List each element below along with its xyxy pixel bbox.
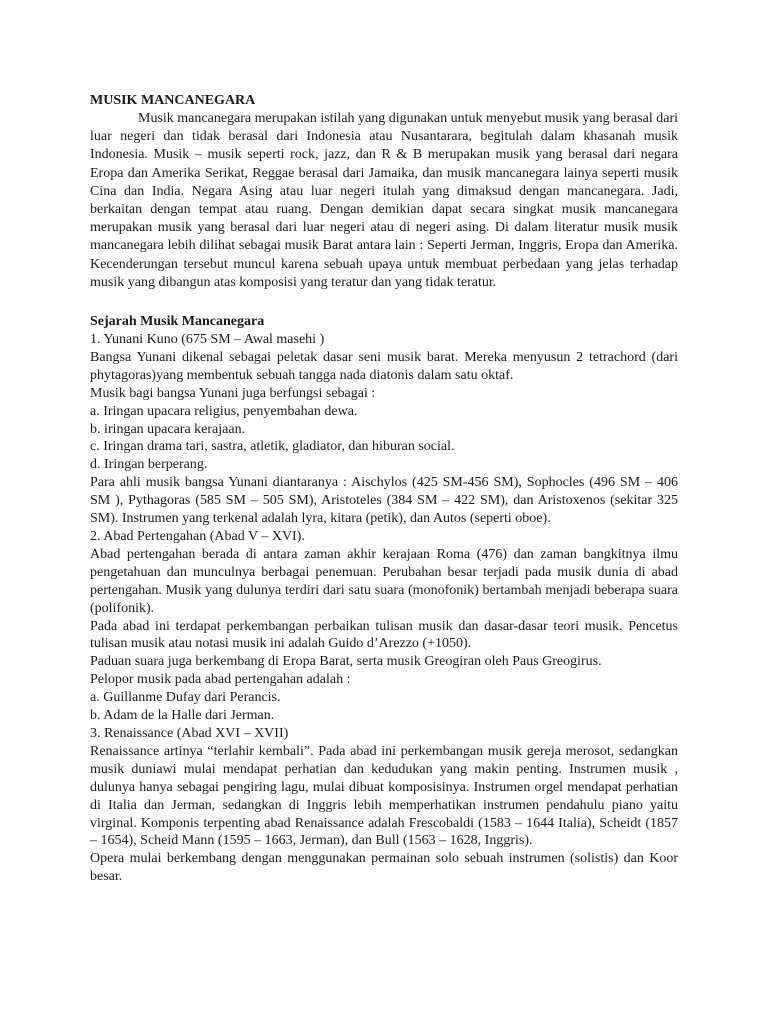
paragraph: Para ahli musik bangsa Yunani diantaranya : Aischylos (425 SM-456 SM), Sophocles (496 SM – 406 SM ), Pythagoras (585 SM – 505 SM), Aristoteles (384 SM – 422 SM), dan Aristoxenos (sekitar 325 SM). Instrumen yang terkenal adalah lyra, kitara (petik), dan Autos (seperti oboe). [90, 475, 678, 527]
paragraph: Abad pertengahan berada di antara zaman akhir kerajaan Roma (476) dan zaman bangkitnya ilmu pengetahuan dan munculnya berbagai penemuan. Perubahan besar terjadi pada musik dunia di abad pertengahan. Musik yang dulunya terdiri dari satu suara (monofonik) bertambah menjadi beberapa suara (polifonik). [90, 546, 678, 616]
paragraph: Musik bagi bangsa Yunani juga berfungsi sebagai : [90, 385, 376, 401]
paragraph: 1. Yunani Kuno (675 SM – Awal masehi ) [90, 332, 325, 348]
paragraph: 2. Abad Pertengahan (Abad V – XVI). [90, 529, 305, 544]
section-title: Sejarah Musik Mancanegara [90, 314, 265, 330]
document-title: MUSIK MANCANEGARA [90, 93, 256, 108]
list-item: b. iringan upacara kerajaan. [90, 421, 246, 437]
paragraph: Paduan suara juga berkembang di Eropa Barat, serta musik Greogiran oleh Paus Greogirus. [90, 654, 602, 670]
paragraph: Pelopor musik pada abad pertengahan adalah : [90, 672, 351, 688]
paragraph: Opera mulai berkembang dengan menggunakan permainan solo sebuah instrumen (solistis) dan Koor besar. [90, 851, 678, 885]
paragraph: Renaissance artinya “terlahir kembali”. Pada abad ini perkembangan musik gereja merosot, sedangkan musik duniawi mulai mendapat perhatian dan kedudukan yang makin penting. Instrumen musik , dulunya hanya sebagai pengiring lagu, mulai dibuat komposisinya. Instrumen orgel mendapat perhatian di Italia dan Jerman, sedangkan di Inggris lebih memperhatikan instrumen pendahulu piano yaitu virginal. Komponis terpenting abad Renaissance adalah Frescobaldi (1583 – 1644 Italia), Scheidt (1857 – 1654), Scheid Mann (1595 – 1663, Jerman), dan Bull (1563 – 1628, Inggris). [90, 743, 678, 849]
list-item: b. Adam de la Halle dari Jerman. [90, 708, 275, 724]
list-item: a. Guillanme Dufay dari Perancis. [90, 690, 281, 706]
paragraph: 3. Renaissance (Abad XVI – XVII) [90, 725, 289, 741]
paragraph: Bangsa Yunani dikenal sebagai peletak dasar seni musik barat. Mereka menyusun 2 tetrachord (dari phytagoras)yang membentuk sebuah tangga nada diatonis dalam satu oktaf. [90, 349, 678, 383]
paragraph: Pada abad ini terdapat perkembangan perbaikan tulisan musik dan dasar-dasar teori musik. Pencetus tulisan musik atau notasi musik ini adalah Guido d’Arezzo (+1050). [90, 618, 678, 652]
intro-paragraph: Musik mancanegara merupakan istilah yang digunakan untuk menyebut musik yang berasal dari luar negeri dan tidak berasal dari Indonesia atau Nusantarara, begitulah dalam khasanah musik Indonesia. Musik – musik seperti rock, jazz, dan R & B merupakan musik yang berasal dari negara Eropa dan Amerika Serikat, Reggae berasal dari Jamaika, dan musik mancanegara lainya seperti musik Cina dan India. Negara Asing atau luar negeri itulah yang dimaksud dengan mancanegara. Jadi, berkaitan dengan tempat atau ruang. Dengan demikian dapat secara singkat musik mancanegara merupakan musik yang berasal dari luar negeri atau di negeri asing. Di dalam literatur musik musik mancanegara lebih dilihat sebagai musik Barat antara lain : Seperti Jerman, Inggris, Eropa dan Amerika. Kecenderungan tersebut muncul karena sebuah upaya untuk membuat perbedaan yang jelas terhadap musik yang dibangun atas komposisi yang teratur dan yang tidak teratur. [90, 111, 679, 290]
list-item: d. Iringan berperang. [90, 457, 208, 473]
list-item: c. Iringan drama tari, sastra, atletik, gladiator, dan hiburan social. [90, 439, 455, 455]
section-body [90, 331, 678, 886]
list-item: a. Iringan upacara religius, penyembahan dewa. [90, 403, 358, 419]
